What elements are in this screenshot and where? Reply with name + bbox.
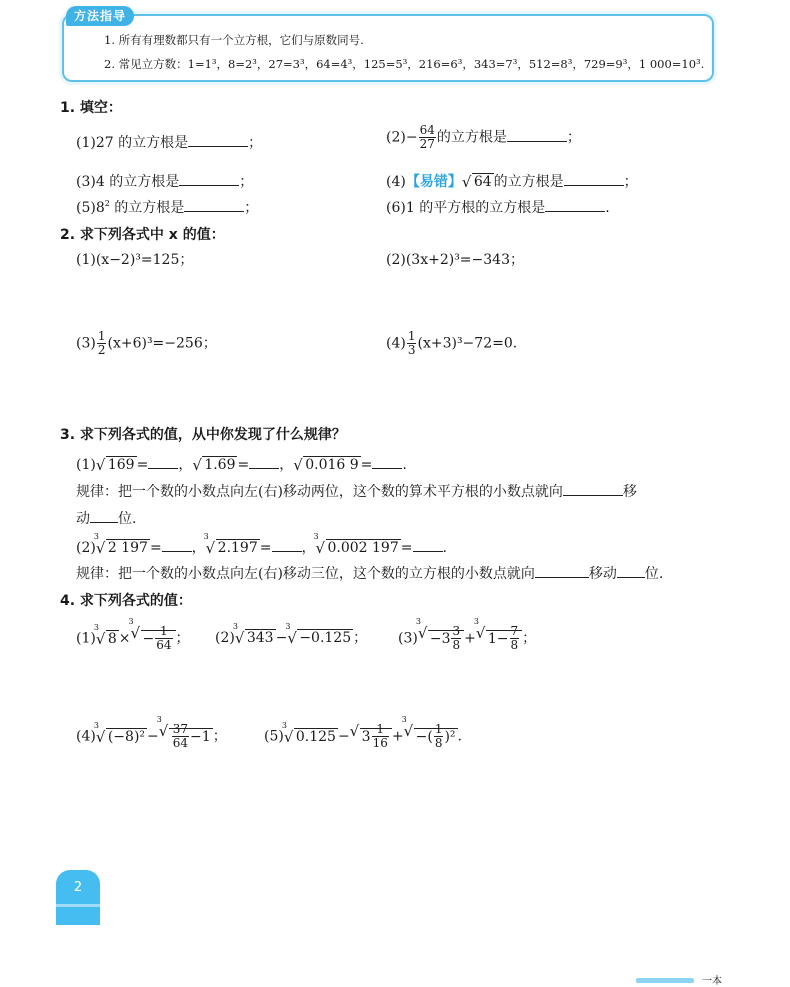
cube-root-symbol: √ 3 − $\frac{1}{64}$ — [131, 625, 176, 652]
q3-rule-1-cont: 动 位. — [76, 508, 136, 528]
sqrt-symbol: √ 169 — [96, 457, 137, 473]
q4-title: 4. 求下列各式的值： — [60, 593, 192, 609]
cube-root-symbol: √ 3 $\frac{37}{64}$ −1 — [159, 723, 213, 750]
page-number-tab — [56, 870, 100, 925]
fraction: $\frac{1}{2}$ — [97, 329, 106, 357]
q1-item-6: (6)1 的平方根的立方根是 . — [386, 197, 610, 217]
q2-item-1: (1)(x−2)³=125； — [76, 252, 194, 268]
sqrt-symbol: √ 1.69 — [192, 457, 237, 473]
q3-row-2: (2) √ 3 2 197 = ， √ 3 2.197 = ， √ 3 0.002 197 = . — [76, 537, 447, 557]
q1-item-5: $(5)8^2$ 的立方根是 ； — [76, 199, 259, 216]
page-number: 2 — [73, 880, 83, 895]
answer-blank[interactable] — [545, 197, 605, 212]
page-tab-stripe — [56, 904, 100, 907]
answer-blank[interactable] — [90, 508, 118, 523]
cube-root-symbol: √ 3 0.125 — [284, 729, 338, 745]
cube-root-symbol: √ 3 2.197 — [206, 540, 260, 556]
answer-blank[interactable] — [563, 481, 623, 496]
q2-item-3: (3) $\frac{1}{2}$ (x+6)³=−256； — [76, 329, 217, 357]
q4-item-3: (3) √ 3 −3 $\frac{3}{8}$ + √ 3 1− $\frac{7}{8}$ ； — [398, 625, 536, 652]
fraction: $\frac{1}{8}$ — [434, 722, 443, 750]
cube-root-symbol: √ 3 −( $\frac{1}{8}$ )² — [404, 723, 458, 750]
q1-title: 1. 填空： — [60, 100, 122, 116]
q2-title: 2. 求下列各式中 x 的值： — [60, 227, 225, 243]
answer-blank[interactable] — [564, 171, 624, 186]
answer-blank[interactable] — [617, 563, 645, 578]
q4-item-1: (1) √ 3 8 × √ 3 − $\frac{1}{64}$ ； — [76, 625, 190, 652]
q3-row-1: (1)√ 169 = ，√ 1.69 = ，√ 0.016 9 = . — [76, 454, 407, 474]
cube-root-symbol: √ 3 −0.125 — [287, 630, 353, 646]
q1-item-1: (1)27 的立方根是 ； — [76, 132, 262, 152]
q1-item-3: (3)4 的立方根是 ； — [76, 171, 253, 191]
answer-blank[interactable] — [507, 127, 567, 142]
q3-rule-2: 规律：把一个数的小数点向左(右)移动三位，这个数的立方根的小数点就向 移动 位. — [76, 563, 663, 583]
cube-root-symbol: √ 3 1− $\frac{7}{8}$ — [476, 625, 522, 652]
sqrt-symbol: √ 3 $\frac{1}{16}$ — [350, 723, 392, 750]
q3-title: 3. 求下列各式的值，从中你发现了什么规律？ — [60, 427, 346, 443]
q2-item-2: (2)(3x+2)³=−343； — [386, 252, 524, 268]
answer-blank[interactable] — [162, 537, 192, 552]
q3-rule-1: 规律：把一个数的小数点向左(右)移动两位，这个数的算术平方根的小数点就向 移 — [76, 481, 637, 501]
q4-item-2: (2) √ 3 343 − √ 3 −0.125 ； — [215, 627, 367, 647]
fraction: $\frac{37}{64}$ — [172, 722, 189, 750]
answer-blank[interactable] — [413, 537, 443, 552]
cube-root-symbol: √ 3 2 197 — [96, 540, 150, 556]
cube-root-symbol: √ 3 343 — [235, 630, 276, 646]
cube-root-symbol: √ 3 8 — [96, 631, 119, 647]
tip-line-1: 1. 所有有理数都只有一个立方根，它们与原数同号. — [104, 33, 364, 47]
q4-item-4: (4) √ 3 (−8)² − √ 3 $\frac{37}{64}$ −1 ； — [76, 723, 227, 750]
q2-item-4: (4) $\frac{1}{3}$ (x+3)³−72=0. — [386, 329, 518, 357]
answer-blank[interactable] — [184, 197, 244, 212]
answer-blank[interactable] — [249, 454, 279, 469]
q1-item-4: (4)【易错】√ 64 的立方根是 ； — [386, 171, 638, 191]
method-guide-tag: 方法指导 — [66, 6, 134, 26]
q4-item-5: (5) √ 3 0.125 −√ 3 $\frac{1}{16}$ + √ 3 −( $\frac{1}{8}$ )² . — [264, 723, 462, 750]
error-prone-tag: 【易错】 — [405, 174, 462, 190]
answer-blank[interactable] — [179, 171, 239, 186]
answer-blank[interactable] — [148, 454, 178, 469]
footer-text: 一本 — [702, 976, 722, 987]
answer-blank[interactable] — [272, 537, 302, 552]
answer-blank[interactable] — [372, 454, 402, 469]
sqrt-symbol: √ 64 — [462, 174, 494, 190]
fraction: $\frac{1}{3}$ — [407, 329, 416, 357]
cube-root-symbol: √ 3 −3 $\frac{3}{8}$ — [418, 625, 464, 652]
cube-root-symbol: √ 3 (−8)² — [96, 729, 147, 745]
fraction: $\frac{64}{27}$ — [419, 123, 435, 151]
fraction: $\frac{7}{8}$ — [510, 624, 519, 652]
footer-brand-bar — [636, 978, 694, 983]
fraction: $\frac{1}{16}$ — [372, 722, 388, 750]
answer-blank[interactable] — [188, 132, 248, 147]
fraction: $\frac{1}{64}$ — [156, 624, 172, 652]
tip-line-2: 2. 常见立方数：1=1³，8=2³，27=3³，64=4³，125=5³，216=6³，343=7³，512=8³，729=9³，1 000=10³. — [104, 57, 705, 71]
sqrt-symbol: √ 0.016 9 — [293, 457, 360, 473]
answer-blank[interactable] — [535, 563, 589, 578]
q1-item-2: (2)− $\frac{64}{27}$ 的立方根是 ； — [386, 123, 581, 151]
fraction: $\frac{3}{8}$ — [452, 624, 461, 652]
cube-root-symbol: √ 3 0.002 197 — [316, 540, 401, 556]
